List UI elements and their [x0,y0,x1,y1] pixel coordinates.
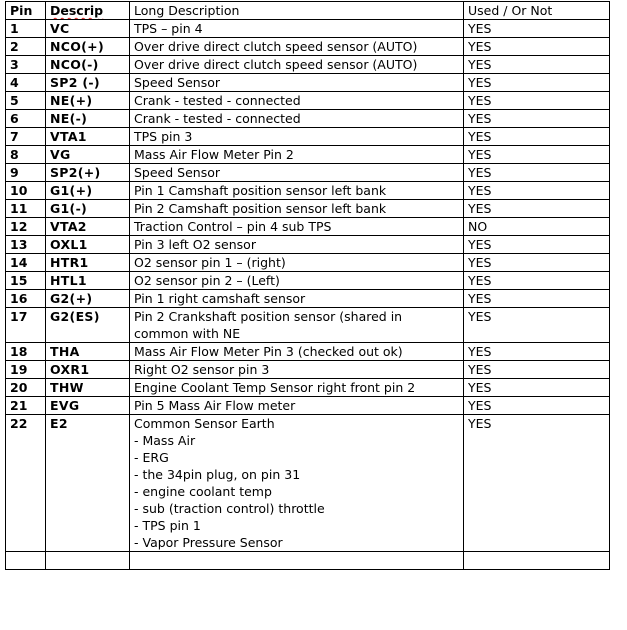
descrip-cell: THW [46,379,130,397]
descrip-cell: OXL1 [46,236,130,254]
used-cell: YES [464,56,610,74]
table-row [6,379,610,397]
used-cell: YES [464,38,610,56]
header-used: Used / Or Not [464,2,610,20]
descrip-cell: SP2 (-) [46,74,130,92]
header-row [6,2,610,20]
long-description-cell: Speed Sensor [130,74,464,92]
pin-cell: 17 [6,308,46,343]
used-cell: YES [464,290,610,308]
descrip-cell: NE(-) [46,110,130,128]
used-cell: YES [464,182,610,200]
long-description-cell: Mass Air Flow Meter Pin 2 [130,146,464,164]
long-description-cell: Mass Air Flow Meter Pin 3 (checked out ok) [130,343,464,361]
used-cell: YES [464,92,610,110]
descrip-cell: NCO(+) [46,38,130,56]
table-row [6,272,610,290]
sub-item: - Mass Air [134,433,196,448]
table-row-22 [6,415,610,552]
descrip-cell: OXR1 [46,361,130,379]
descrip-cell: HTR1 [46,254,130,272]
pin-cell: 22 [6,415,46,552]
used-cell: NO [464,218,610,236]
pin-cell: 6 [6,110,46,128]
table-row [6,20,610,38]
header-long-description: Long Description [130,2,464,20]
table-row [6,146,610,164]
used-cell: YES [464,272,610,290]
descrip-cell: G2(+) [46,290,130,308]
used-cell: YES [464,397,610,415]
used-cell: YES [464,343,610,361]
long-description-cell: Engine Coolant Temp Sensor right front pin 2 [130,379,464,397]
pin-cell: 12 [6,218,46,236]
long-description-cell: Right O2 sensor pin 3 [130,361,464,379]
table-row [6,182,610,200]
empty-cell [130,552,464,570]
sub-item: - ERG [134,450,169,465]
pin-cell: 19 [6,361,46,379]
common-earth-line: Common Sensor Earth [134,416,275,431]
descrip-cell: NE(+) [46,92,130,110]
sub-item: - TPS pin 1 [134,518,201,533]
pin-cell: 14 [6,254,46,272]
long-description-cell: Pin 2 Camshaft position sensor left bank [130,200,464,218]
descrip-cell: THA [46,343,130,361]
pin-cell: 13 [6,236,46,254]
long-description-cell: Crank - tested - connected [130,110,464,128]
used-cell: YES [464,20,610,38]
table-row [6,218,610,236]
pin-cell: 21 [6,397,46,415]
long-description-cell: Pin 3 left O2 sensor [130,236,464,254]
pin-cell: 18 [6,343,46,361]
long-description-cell: Pin 1 Camshaft position sensor left bank [130,182,464,200]
table-row [6,110,610,128]
pin-cell: 7 [6,128,46,146]
table-row [6,343,610,361]
descrip-cell: SP2(+) [46,164,130,182]
long-description-cell: TPS – pin 4 [130,20,464,38]
pin-cell: 2 [6,38,46,56]
table-row [6,397,610,415]
used-cell: YES [464,236,610,254]
pin-cell: 20 [6,379,46,397]
descrip-cell: VC [46,20,130,38]
long-description-cell: Pin 2 Crankshaft position sensor (shared in common with NE [130,308,464,343]
pin-cell: 8 [6,146,46,164]
table-row [6,128,610,146]
table-row [6,74,610,92]
table-row [6,92,610,110]
long-description-cell [130,415,464,552]
used-cell: YES [464,74,610,92]
used-cell: YES [464,128,610,146]
descrip-cell: HTL1 [46,272,130,290]
empty-cell [464,552,610,570]
table-row [6,290,610,308]
used-cell: YES [464,110,610,128]
descrip-cell: VTA2 [46,218,130,236]
pin-cell: 5 [6,92,46,110]
sub-item: - engine coolant temp [134,484,272,499]
long-description-cell: TPS pin 3 [130,128,464,146]
header-pin: Pin [6,2,46,20]
descrip-cell: G1(+) [46,182,130,200]
table-row [6,361,610,379]
long-description-cell: O2 sensor pin 1 – (right) [130,254,464,272]
used-cell: YES [464,308,610,343]
table-row [6,200,610,218]
descrip-cell: VG [46,146,130,164]
descrip-cell: EVG [46,397,130,415]
descrip-cell: G2(ES) [46,308,130,343]
pin-cell: 10 [6,182,46,200]
long-description-cell: Over drive direct clutch speed sensor (AUTO) [130,38,464,56]
long-description-cell: Pin 1 right camshaft sensor [130,290,464,308]
pin-cell: 3 [6,56,46,74]
empty-row [6,552,610,570]
pin-cell: 1 [6,20,46,38]
table-row [6,164,610,182]
sub-item: - Vapor Pressure Sensor [134,535,283,550]
descrip-cell: VTA1 [46,128,130,146]
used-cell: YES [464,361,610,379]
pin-cell: 4 [6,74,46,92]
empty-cell [6,552,46,570]
pin-cell: 15 [6,272,46,290]
table-row [6,254,610,272]
long-description-cell: Crank - tested - connected [130,92,464,110]
table-row [6,56,610,74]
used-cell: YES [464,415,610,552]
header-descrip [46,2,130,20]
long-description-cell: Traction Control – pin 4 sub TPS [130,218,464,236]
descrip-cell: NCO(-) [46,56,130,74]
header-descrip-label: Descrip [50,3,104,18]
empty-cell [46,552,130,570]
pin-cell: 9 [6,164,46,182]
table-row [6,38,610,56]
long-description-cell: O2 sensor pin 2 – (Left) [130,272,464,290]
pin-cell: 11 [6,200,46,218]
pinout-table [5,1,610,570]
long-description-cell: Pin 5 Mass Air Flow meter [130,397,464,415]
sub-item: - the 34pin plug, on pin 31 [134,467,301,482]
table-row [6,236,610,254]
used-cell: YES [464,379,610,397]
used-cell: YES [464,254,610,272]
descrip-cell: G1(-) [46,200,130,218]
used-cell: YES [464,146,610,164]
table-row [6,308,610,343]
sub-item: - sub (traction control) throttle [134,501,325,516]
pin-cell: 16 [6,290,46,308]
long-description-cell: Speed Sensor [130,164,464,182]
descrip-cell: E2 [46,415,130,552]
used-cell: YES [464,200,610,218]
used-cell: YES [464,164,610,182]
long-description-cell: Over drive direct clutch speed sensor (AUTO) [130,56,464,74]
